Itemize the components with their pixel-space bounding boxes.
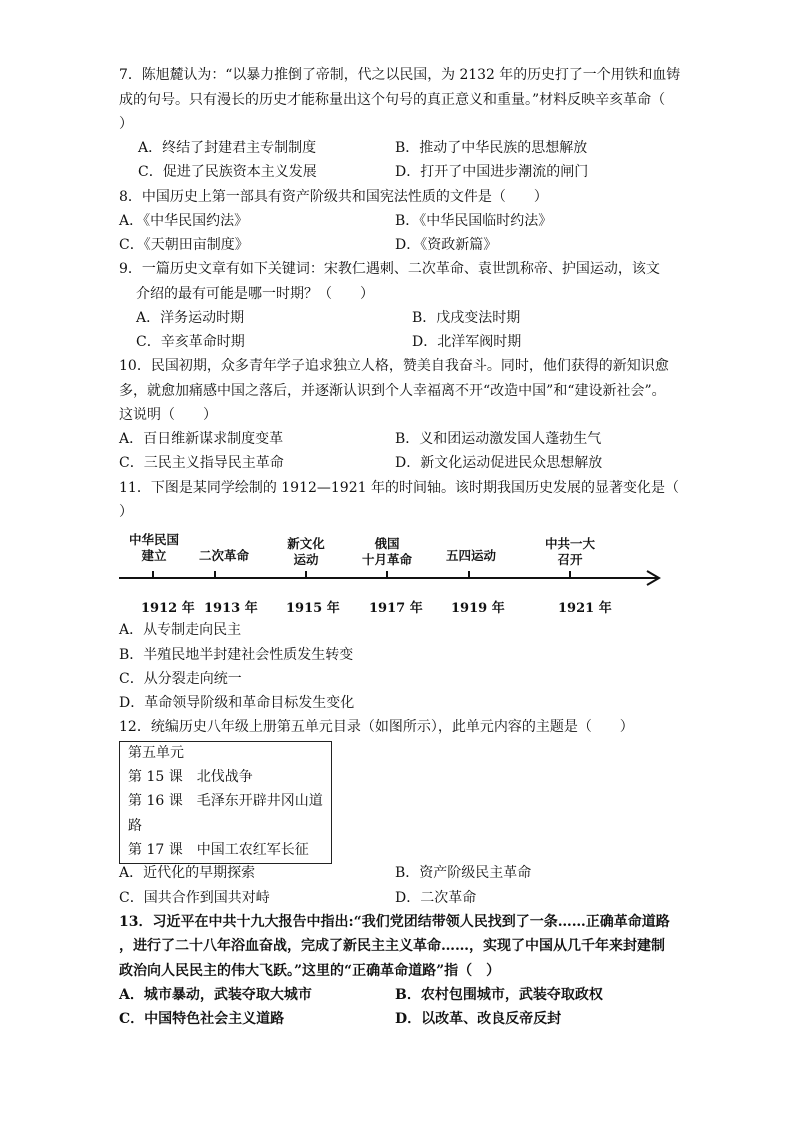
q7-option-d[interactable]: D．打开了中国进步潮流的闸门	[395, 164, 589, 180]
q9-stem-line2: 介绍的最有可能是哪一时期？（ ）	[136, 286, 374, 302]
q12-option-b[interactable]: B．资产阶级民主革命	[395, 865, 532, 881]
q12-option-c[interactable]: C．国共合作到国共对峙	[119, 890, 270, 906]
timeline-event-1-line1: 中华民国	[128, 532, 179, 547]
q7-stem-line3: ）	[119, 116, 133, 132]
timeline-event-6	[536, 536, 604, 568]
q12-contents-box	[119, 741, 332, 864]
q10-stem-line1: 10．民国初期，众多青年学子追求独立人格，赞美自我奋斗。同时，他们获得的新知识愈	[119, 358, 669, 374]
q10-option-a[interactable]: A．百日维新谋求制度变革	[119, 431, 284, 447]
q13-stem-line1: 13．习近平在中共十九大报告中指出:“我们党团结带领人民找到了一条……正确革命道路	[119, 914, 670, 930]
timeline-event-3-line2: 运动	[293, 552, 319, 567]
timeline-event-2-line1: 二次革命	[198, 548, 249, 563]
q7-stem-line2: 成的句号。只有漫长的历史才能称量出这个句号的真正意义和重量。”材料反映辛亥革命（	[119, 92, 666, 108]
timeline-axis	[119, 566, 667, 590]
q12-option-d[interactable]: D．二次革命	[395, 890, 477, 906]
q12-box-line1: 第五单元	[128, 745, 184, 761]
timeline-event-5-line1: 五四运动	[445, 548, 496, 563]
q13-option-a[interactable]: A．城市暴动，武装夺取大城市	[119, 987, 312, 1003]
q7-option-b[interactable]: B．推动了中华民族的思想解放	[395, 140, 588, 156]
q12-option-a[interactable]: A．近代化的早期探索	[119, 865, 256, 881]
q12-stem: 12．统编历史八年级上册第五单元目录（如图所示），此单元内容的主题是（ ）	[119, 719, 634, 735]
q10-stem-line2: 多，就愈加痛感中国之落后，并逐渐认识到个人幸福离不开“改造中国”和“建设新社会”。	[119, 383, 666, 399]
q7-option-a[interactable]: A．终结了封建君主专制制度	[138, 140, 317, 156]
timeline-year-4: 1917 年	[369, 601, 423, 616]
timeline-year-5: 1919 年	[451, 601, 505, 616]
q9-stem-line1: 9．一篇历史文章有如下关键词：宋教仁遇刺、二次革命、袁世凯称帝、护国运动，该文	[119, 261, 660, 277]
q11-stem-line2: ）	[119, 504, 133, 520]
q13-option-d[interactable]: D．以改革、改良反帝反封	[395, 1011, 562, 1027]
timeline-event-4-line2: 十月革命	[361, 552, 412, 567]
q11-stem-line1: 11．下图是某同学绘制的 1912—1921 年的时间轴。该时期我国历史发展的显著变化是（	[119, 480, 679, 496]
q12-box-line3: 第 16 课 毛泽东开辟井冈山道	[128, 793, 323, 809]
timeline-event-6-line2: 召开	[557, 552, 583, 567]
timeline-year-2: 1913 年	[204, 601, 258, 616]
timeline-event-4-line1: 俄国	[374, 536, 400, 551]
timeline-event-3	[276, 536, 336, 568]
timeline-year-6: 1921 年	[558, 601, 612, 616]
q13-option-c[interactable]: C．中国特色社会主义道路	[119, 1011, 285, 1027]
q12-box-line5: 第 17 课 中国工农红军长征	[128, 842, 309, 858]
q11-option-a[interactable]: A．从专制走向民主	[119, 622, 242, 638]
q8-stem: 8．中国历史上第一部具有资产阶级共和国宪法性质的文件是（ ）	[119, 189, 548, 205]
q8-option-c[interactable]: C．《天朝田亩制度》	[119, 237, 249, 253]
timeline-year-3: 1915 年	[286, 601, 340, 616]
q10-option-b[interactable]: B．义和团运动激发国人蓬勃生气	[395, 431, 602, 447]
timeline-year-1: 1912 年	[141, 601, 195, 616]
q9-option-c[interactable]: C．辛亥革命时期	[136, 334, 245, 350]
timeline-event-1	[121, 532, 187, 564]
q7-option-c[interactable]: C．促进了民族资本主义发展	[138, 164, 317, 180]
timeline-event-4	[354, 536, 420, 568]
q9-option-a[interactable]: A．洋务运动时期	[136, 310, 245, 326]
q11-option-b[interactable]: B．半殖民地半封建社会性质发生转变	[119, 647, 354, 663]
q8-option-a[interactable]: A．《中华民国约法》	[119, 213, 249, 229]
q11-option-c[interactable]: C．从分裂走向统一	[119, 671, 242, 687]
q9-option-d[interactable]: D．北洋军阀时期	[412, 334, 522, 350]
q9-option-b[interactable]: B．戊戌变法时期	[412, 310, 521, 326]
q10-option-d[interactable]: D．新文化运动促进民众思想解放	[395, 455, 603, 471]
q13-stem-line3: 政治向人民民主的伟大飞跃。”这里的“正确革命道路”指（ ）	[119, 963, 501, 979]
q12-box-line2: 第 15 课 北伐战争	[128, 769, 253, 785]
q10-stem-line3: 这说明（ ）	[119, 407, 217, 423]
q7-stem-line1: 7．陈旭麓认为：“以暴力推倒了帝制，代之以民国，为 2132 年的历史打了一个用铁和血铸	[119, 67, 681, 83]
q13-stem-line2: ，进行了二十八年浴血奋战，完成了新民主主义革命……，实现了中国从几千年来封建制	[119, 938, 665, 954]
timeline-event-2	[189, 548, 259, 564]
q13-option-b[interactable]: B．农村包围城市，武装夺取政权	[395, 987, 603, 1003]
q10-option-c[interactable]: C．三民主义指导民主革命	[119, 455, 284, 471]
timeline-event-5	[436, 548, 506, 564]
timeline-event-3-line1: 新文化	[287, 536, 325, 551]
q8-option-b[interactable]: B．《中华民国临时约法》	[395, 213, 553, 229]
q12-box-line4: 路	[128, 818, 142, 834]
q8-option-d[interactable]: D．《资政新篇》	[395, 237, 498, 253]
timeline-event-6-line1: 中共一大	[544, 536, 595, 551]
q11-option-d[interactable]: D．革命领导阶级和革命目标发生变化	[119, 695, 355, 711]
timeline-event-1-line2: 建立	[141, 548, 167, 563]
